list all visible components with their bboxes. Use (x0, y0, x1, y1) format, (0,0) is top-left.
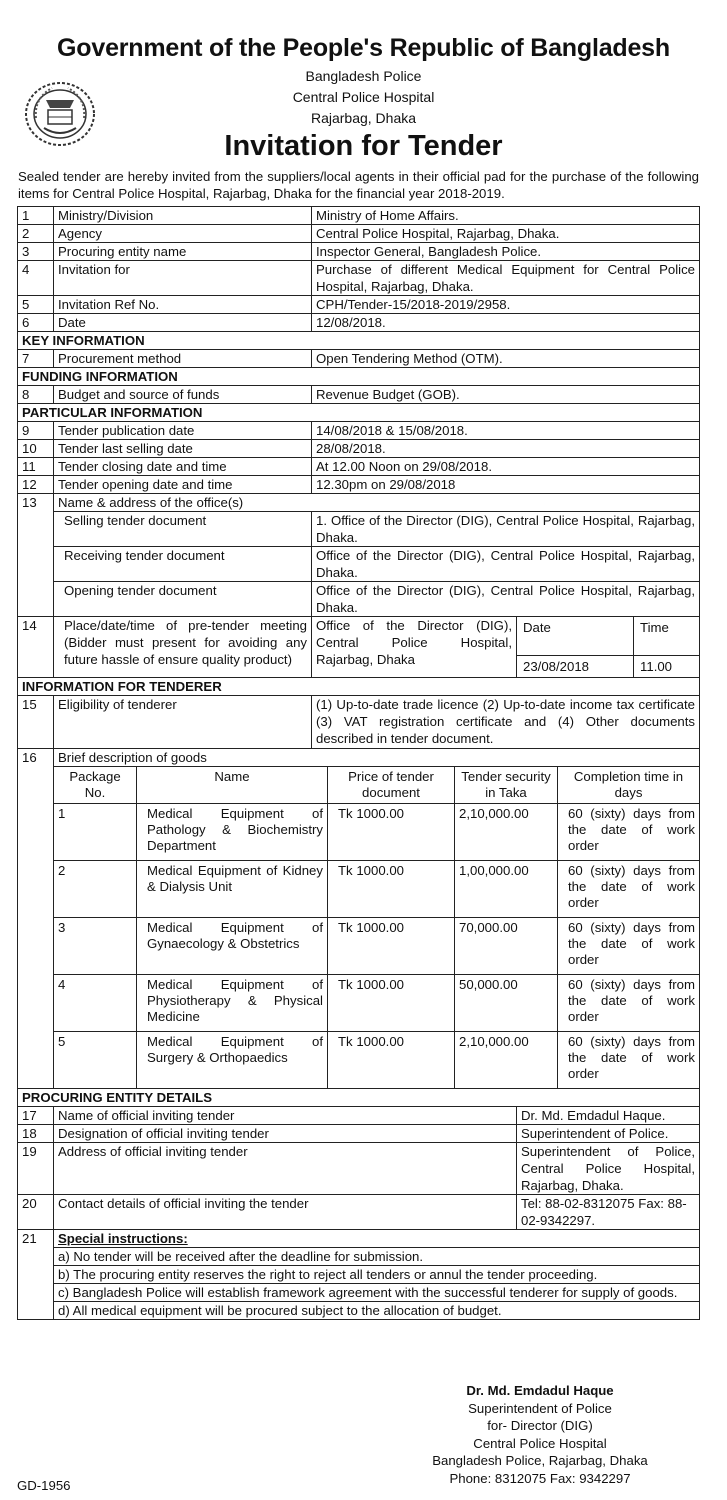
row-number: 21 (18, 1230, 54, 1320)
row-number: 17 (18, 1107, 54, 1125)
instruction-item: b) The procuring entity reserves the right to reject all tenders or annul the tender proceeding. (54, 1266, 700, 1284)
special-instructions-label: Special instructions: (54, 1230, 700, 1248)
instruction-item: a) No tender will be received after the deadline for submission. (54, 1248, 700, 1266)
row-label: Date (54, 314, 312, 332)
row-value: Open Tendering Method (OTM). (312, 350, 700, 368)
package-name: Medical Equipment of Gynaecology & Obstetrics (137, 918, 328, 975)
row-number: 15 (18, 696, 54, 749)
section-heading: PROCURING ENTITY DETAILS (18, 1089, 700, 1107)
table-row (18, 696, 700, 749)
row-number: 5 (18, 296, 54, 314)
office-receiving-label: Receiving tender document (54, 547, 312, 582)
goods-table (54, 767, 699, 1088)
row-number: 7 (18, 350, 54, 368)
goods-row (54, 804, 699, 861)
intro-paragraph: Sealed tender are hereby invited from the suppliers/local agents in their official pad for the purchase of the following items for Central Police Hospital, Rajarbag, Dhaka for the financial year 2018-2019. (18, 169, 699, 201)
row-value: Ministry of Home Affairs. (312, 207, 700, 225)
header-package: Package No. (54, 767, 137, 804)
package-name: Medical Equipment of Pathology & Biochemistry Department (137, 804, 328, 861)
meeting-date-time (517, 617, 700, 678)
package-price: Tk 1000.00 (328, 975, 455, 1032)
row-label: Tender opening date and time (54, 476, 312, 494)
row-value: Inspector General, Bangladesh Police. (312, 243, 700, 261)
signature-block (400, 1382, 680, 1487)
package-no: 4 (54, 975, 137, 1032)
signatory-line: Phone: 8312075 Fax: 9342297 (449, 1470, 631, 1486)
table-row (18, 243, 700, 261)
package-security: 50,000.00 (455, 975, 558, 1032)
package-security: 70,000.00 (455, 918, 558, 975)
signatory-name: Dr. Md. Emdadul Haque (466, 1383, 614, 1398)
row-value: 12.30pm on 29/08/2018 (312, 476, 700, 494)
package-completion: 60 (sixty) days from the date of work order (558, 918, 700, 975)
goods-body (54, 804, 699, 1089)
header-price: Price of tender document (328, 767, 455, 804)
section-heading-row (18, 1089, 700, 1107)
table-row (18, 350, 700, 368)
package-price: Tk 1000.00 (328, 918, 455, 975)
government-title: Government of the People's Republic of Bangladesh (57, 34, 670, 62)
row-number: 18 (18, 1125, 54, 1143)
row-number: 14 (18, 617, 54, 678)
goods-row (54, 1032, 699, 1089)
signatory-line: for- Director (DIG) (487, 1418, 593, 1433)
row-label: Name & address of the office(s) (54, 494, 700, 512)
row-label: Designation of official inviting tender (54, 1125, 517, 1143)
meeting-time-header: Time (634, 617, 700, 656)
goods-cell (54, 767, 700, 1089)
package-no: 3 (54, 918, 137, 975)
row-label: Address of official inviting tender (54, 1143, 517, 1195)
row-number: 3 (18, 243, 54, 261)
table-row (18, 1248, 700, 1266)
row-label: Tender last selling date (54, 440, 312, 458)
row-number: 8 (18, 386, 54, 404)
row-label: Invitation for (54, 261, 312, 296)
row-value: 12/08/2018. (312, 314, 700, 332)
row-label: Place/date/time of pre-tender meeting (Bidder must present for avoiding any future hassle of ensure quality product) (54, 617, 312, 678)
row-label: Invitation Ref No. (54, 296, 312, 314)
table-row (18, 261, 700, 296)
goods-header-row (54, 767, 699, 804)
row-value: At 12.00 Noon on 29/08/2018. (312, 458, 700, 476)
section-heading: KEY INFORMATION (18, 332, 700, 350)
row-value: Dr. Md. Emdadul Haque. (517, 1107, 700, 1125)
table-row (18, 617, 700, 678)
org-line-location: Rajarbag, Dhaka (310, 110, 417, 126)
row-label: Procuring entity name (54, 243, 312, 261)
meeting-place: Office of the Director (DIG), Central Police Hospital, Rajarbag, Dhaka (312, 617, 517, 678)
table-row (18, 207, 700, 225)
office-selling-value: 1. Office of the Director (DIG), Central Police Hospital, Rajarbag, Dhaka. (312, 512, 700, 547)
document-title: Invitation for Tender (224, 130, 503, 162)
org-line-police: Bangladesh Police (305, 68, 422, 84)
gd-code: GD-1956 (17, 1478, 71, 1493)
package-security: 2,10,000.00 (455, 1032, 558, 1089)
row-value: Central Police Hospital, Rajarbag, Dhaka. (312, 225, 700, 243)
package-name: Medical Equipment of Surgery & Orthopaedics (137, 1032, 328, 1089)
table-row (18, 1143, 700, 1195)
row-label: Procurement method (54, 350, 312, 368)
row-label: Agency (54, 225, 312, 243)
instruction-item: d) All medical equipment will be procured subject to the allocation of budget. (54, 1302, 700, 1320)
package-no: 2 (54, 861, 137, 918)
row-number: 6 (18, 314, 54, 332)
section-heading-row (18, 404, 700, 422)
table-row (18, 1107, 700, 1125)
table-row (18, 494, 700, 512)
table-row (18, 512, 700, 547)
meeting-time: 11.00 (634, 656, 700, 678)
package-name: Medical Equipment of Kidney & Dialysis Unit (137, 861, 328, 918)
instruction-item: c) Bangladesh Police will establish framework agreement with the successful tenderer for supply of goods. (54, 1284, 700, 1302)
row-number: 20 (18, 1195, 54, 1230)
goods-row (54, 975, 699, 1032)
section-heading-row (18, 332, 700, 350)
row-value: Purchase of different Medical Equipment for Central Police Hospital, Rajarbag, Dhaka. (312, 261, 700, 296)
row-label: Eligibility of tenderer (54, 696, 312, 749)
row-label: Tender closing date and time (54, 458, 312, 476)
row-number: 16 (18, 749, 54, 1089)
package-completion: 60 (sixty) days from the date of work order (558, 804, 700, 861)
row-value: Superintendent of Police. (517, 1125, 700, 1143)
package-no: 5 (54, 1032, 137, 1089)
table-row (18, 1302, 700, 1320)
goods-row (54, 861, 699, 918)
package-no: 1 (54, 804, 137, 861)
table-row (18, 458, 700, 476)
table-row (18, 225, 700, 243)
row-value: Tel: 88-02-8312075 Fax: 88-02-9342297. (517, 1195, 700, 1230)
row-label: Ministry/Division (54, 207, 312, 225)
table-row (18, 582, 700, 617)
table-row (18, 749, 700, 767)
row-value: CPH/Tender-15/2018-2019/2958. (312, 296, 700, 314)
row-number: 11 (18, 458, 54, 476)
office-opening-label: Opening tender document (54, 582, 312, 617)
signatory-line: Central Police Hospital (473, 1435, 607, 1451)
table-row (18, 476, 700, 494)
meeting-date-header: Date (517, 617, 634, 656)
table-row (18, 767, 700, 1089)
section-heading-row (18, 368, 700, 386)
table-row (18, 1125, 700, 1143)
section-heading: INFORMATION FOR TENDERER (18, 678, 700, 696)
package-security: 2,10,000.00 (455, 804, 558, 861)
row-value: Revenue Budget (GOB). (312, 386, 700, 404)
section-heading: FUNDING INFORMATION (18, 368, 700, 386)
row-label: Contact details of official inviting the tender (54, 1195, 517, 1230)
header-security: Tender security in Taka (455, 767, 558, 804)
header-name: Name (137, 767, 328, 804)
section-heading: PARTICULAR INFORMATION (18, 404, 700, 422)
row-label: Tender publication date (54, 422, 312, 440)
table-row (18, 386, 700, 404)
row-label: Budget and source of funds (54, 386, 312, 404)
row-label: Brief description of goods (54, 749, 700, 767)
package-name: Medical Equipment of Physiotherapy & Physical Medicine (137, 975, 328, 1032)
office-receiving-value: Office of the Director (DIG), Central Police Hospital, Rajarbag, Dhaka. (312, 547, 700, 582)
row-value: 28/08/2018. (312, 440, 700, 458)
office-selling-label: Selling tender document (54, 512, 312, 547)
row-number: 4 (18, 261, 54, 296)
table-row (18, 440, 700, 458)
row-number: 19 (18, 1143, 54, 1195)
package-price: Tk 1000.00 (328, 804, 455, 861)
table-row (18, 547, 700, 582)
row-value: Superintendent of Police, Central Police Hospital, Rajarbag, Dhaka. (517, 1143, 700, 1195)
row-number: 2 (18, 225, 54, 243)
row-number: 13 (18, 494, 54, 617)
signatory-line: Bangladesh Police, Rajarbag, Dhaka (432, 1453, 648, 1468)
table-row (18, 314, 700, 332)
table-row (18, 1266, 700, 1284)
package-completion: 60 (sixty) days from the date of work order (558, 861, 700, 918)
table-row (18, 1230, 700, 1248)
office-opening-value: Office of the Director (DIG), Central Police Hospital, Rajarbag, Dhaka. (312, 582, 700, 617)
table-row (18, 296, 700, 314)
header-completion: Completion time in days (558, 767, 700, 804)
row-label: Name of official inviting tender (54, 1107, 517, 1125)
tender-details-table (17, 206, 700, 1320)
package-completion: 60 (sixty) days from the date of work order (558, 975, 700, 1032)
package-completion: 60 (sixty) days from the date of work order (558, 1032, 700, 1089)
table-row (18, 1284, 700, 1302)
row-number: 1 (18, 207, 54, 225)
org-line-hospital: Central Police Hospital (292, 89, 435, 105)
meeting-date: 23/08/2018 (517, 656, 634, 678)
row-value: 14/08/2018 & 15/08/2018. (312, 422, 700, 440)
row-number: 9 (18, 422, 54, 440)
signatory-line: Superintendent of Police (468, 1400, 612, 1416)
meeting-date-time-table (517, 617, 699, 677)
row-value: (1) Up-to-date trade licence (2) Up-to-date income tax certificate (3) VAT registration certificate and (4) Other documents described in tender document. (312, 696, 700, 749)
table-row (18, 1195, 700, 1230)
package-price: Tk 1000.00 (328, 1032, 455, 1089)
row-number: 10 (18, 440, 54, 458)
package-security: 1,00,000.00 (455, 861, 558, 918)
header (0, 0, 727, 168)
section-heading-row (18, 678, 700, 696)
table-row (18, 422, 700, 440)
goods-row (54, 918, 699, 975)
row-number: 12 (18, 476, 54, 494)
package-price: Tk 1000.00 (328, 861, 455, 918)
